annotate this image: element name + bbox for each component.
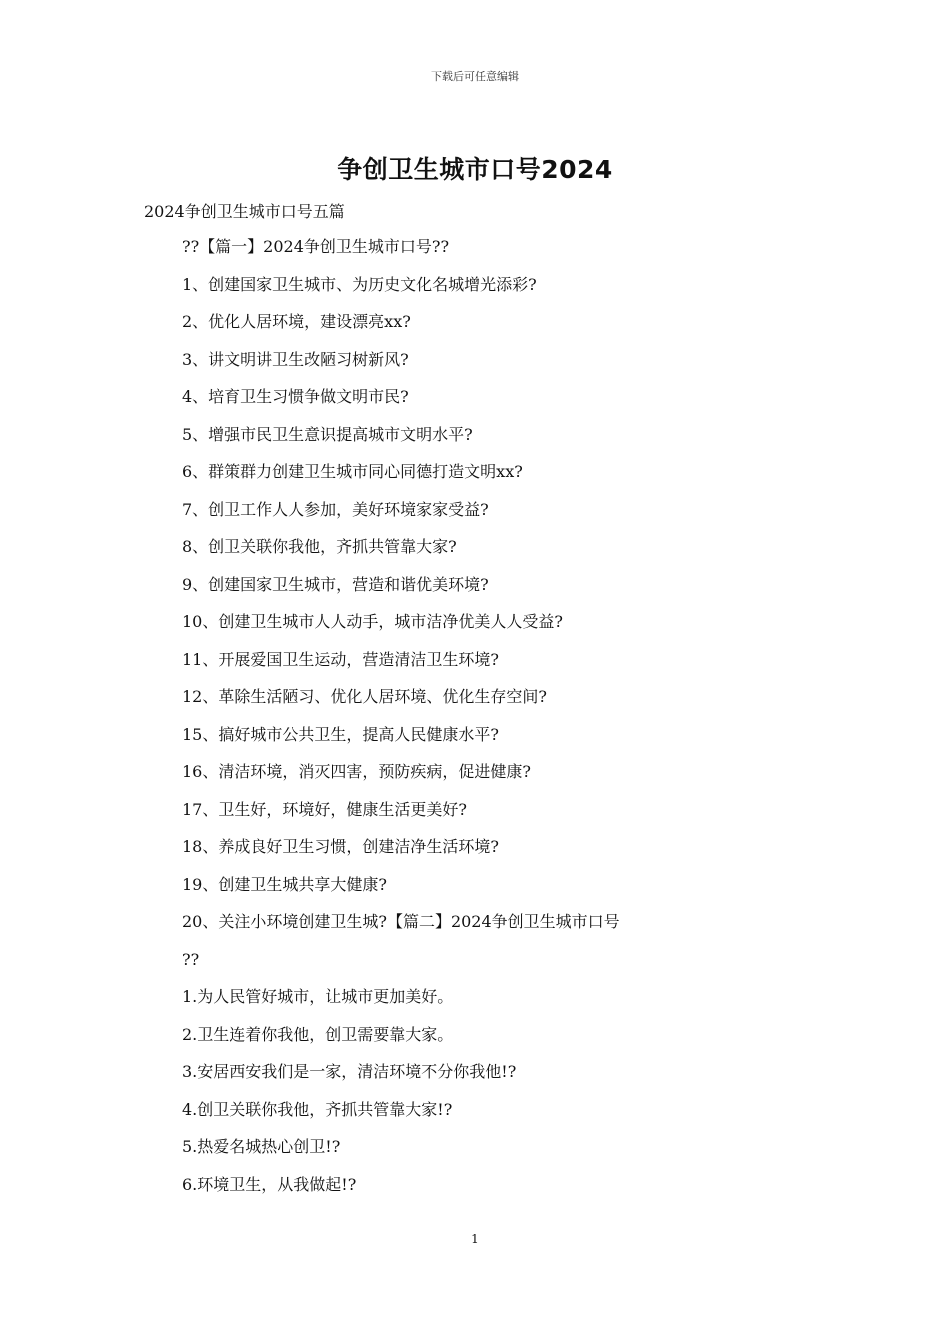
page-number: 1	[471, 1232, 479, 1246]
slogan-line: ??	[182, 949, 200, 969]
slogan-line: 4、培育卫生习惯争做文明市民?	[182, 387, 409, 406]
slogan-line: 17、卫生好，环境好，健康生活更美好?	[182, 799, 467, 819]
slogan-line: 8、创卫关联你我他，齐抓共管靠大家?	[182, 537, 457, 556]
slogan-list	[182, 235, 620, 1210]
slogan-line: 6.环境卫生，从我做起!?	[182, 1174, 357, 1194]
slogan-line: 19、创建卫生城共享大健康?	[182, 874, 387, 894]
slogan-line: 18、养成良好卫生习惯，创建洁净生活环境?	[182, 837, 499, 856]
slogan-line: ??【篇一】2024争创卫生城市口号??	[182, 237, 450, 256]
slogan-line: 1.为人民管好城市，让城市更加美好。	[182, 987, 454, 1006]
slogan-line: 4.创卫关联你我他，齐抓共管靠大家!?	[182, 1099, 453, 1119]
slogan-line: 12、革除生活陋习、优化人居环境、优化生存空间?	[182, 687, 547, 706]
slogan-line: 9、创建国家卫生城市，营造和谐优美环境?	[182, 574, 489, 594]
slogan-line: 5.热爱名城热心创卫!?	[182, 1137, 341, 1156]
slogan-line: 10、创建卫生城市人人动手，城市洁净优美人人受益?	[182, 612, 563, 631]
slogan-line: 2.卫生连着你我他，创卫需要靠大家。	[182, 1024, 454, 1044]
slogan-line: 3、讲文明讲卫生改陋习树新风?	[182, 349, 409, 369]
slogan-line: 6、群策群力创建卫生城市同心同德打造文明xx?	[182, 462, 523, 481]
document-title: 争创卫生城市口号2024	[337, 155, 613, 184]
slogan-line: 5、增强市民卫生意识提高城市文明水平?	[182, 424, 473, 444]
slogan-line: 3.安居西安我们是一家，清洁环境不分你我他!?	[182, 1062, 517, 1081]
slogan-line: 16、清洁环境，消灭四害，预防疾病，促进健康?	[182, 762, 531, 781]
slogan-line: 7、创卫工作人人参加，美好环境家家受益?	[182, 499, 489, 519]
slogan-line: 20、关注小环境创建卫生城?【篇二】2024争创卫生城市口号	[182, 912, 620, 931]
header-note: 下载后可任意编辑	[431, 70, 519, 83]
slogan-line: 2、优化人居环境，建设漂亮xx?	[182, 312, 411, 331]
document-subtitle: 2024争创卫生城市口号五篇	[144, 202, 345, 221]
slogan-line: 1、创建国家卫生城市、为历史文化名城增光添彩?	[182, 274, 537, 294]
slogan-line: 11、开展爱国卫生运动，营造清洁卫生环境?	[182, 649, 499, 669]
slogan-line: 15、搞好城市公共卫生，提高人民健康水平?	[182, 724, 499, 744]
